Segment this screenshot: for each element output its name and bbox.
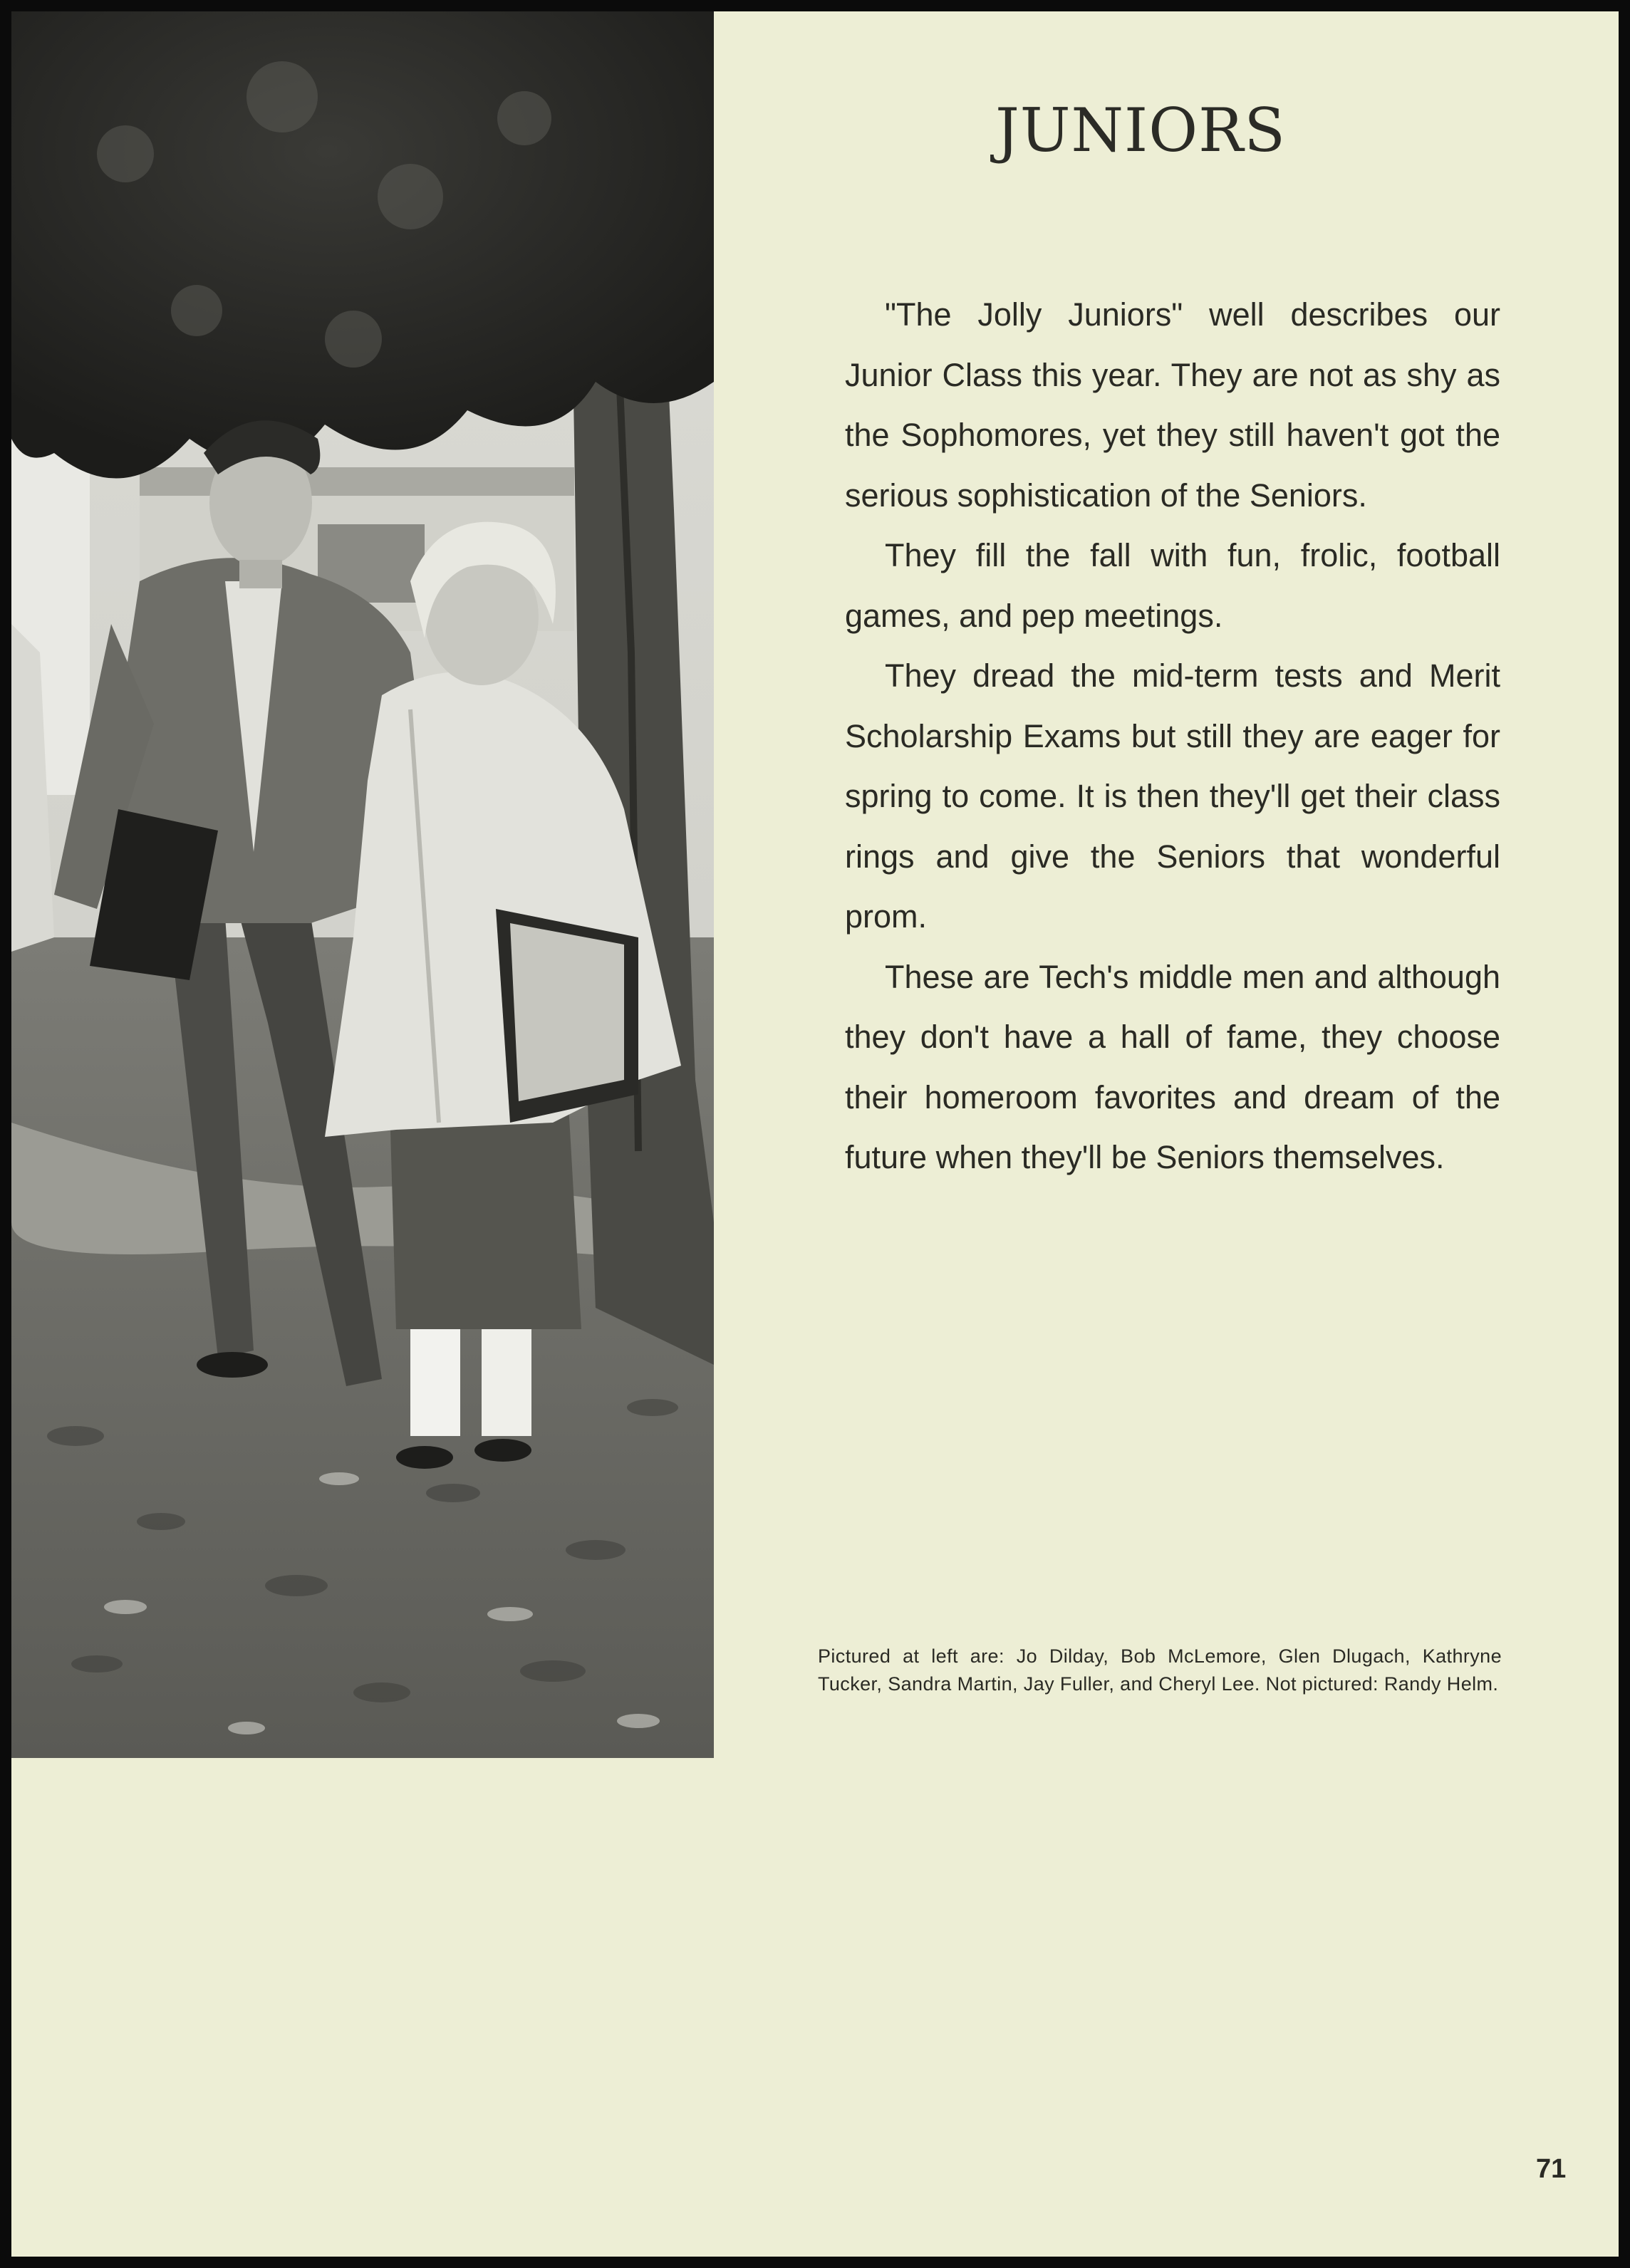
page-number: 71 [1536,2154,1567,2184]
paragraph-2: They fill the fall with fun, frolic, football games, and pep meetings. [845,537,1500,634]
photo-illustration [11,11,714,1758]
photo-caption: Pictured at left are: Jo Dilday, Bob McLemore, Glen Dlugach, Kathryne Tucker, Sandra Martin, Jay Fuller, and Cheryl Lee. Not pictured: Randy Helm. [818,1645,1502,1695]
page-title: JUNIORS [995,95,1286,165]
article-body [845,285,1500,1188]
paragraph-3: They dread the mid-term tests and Merit Scholarship Exams but still they are eager for spring to come. It is then they'll get their class rings and give the Seniors that wonderful prom. [845,657,1500,935]
yearbook-page [11,11,1619,2257]
paragraph-1: "The Jolly Juniors" well describes our Junior Class this year. They are not as shy as the Sophomores, yet they still haven't got the serious sophistication of the Seniors. [845,296,1500,514]
photo-two-students-under-tree [11,11,714,1758]
paragraph-4: These are Tech's middle men and although they don't have a hall of fame, they choose their homeroom favorites and dream of the future when they'll be Seniors themselves. [845,958,1500,1175]
